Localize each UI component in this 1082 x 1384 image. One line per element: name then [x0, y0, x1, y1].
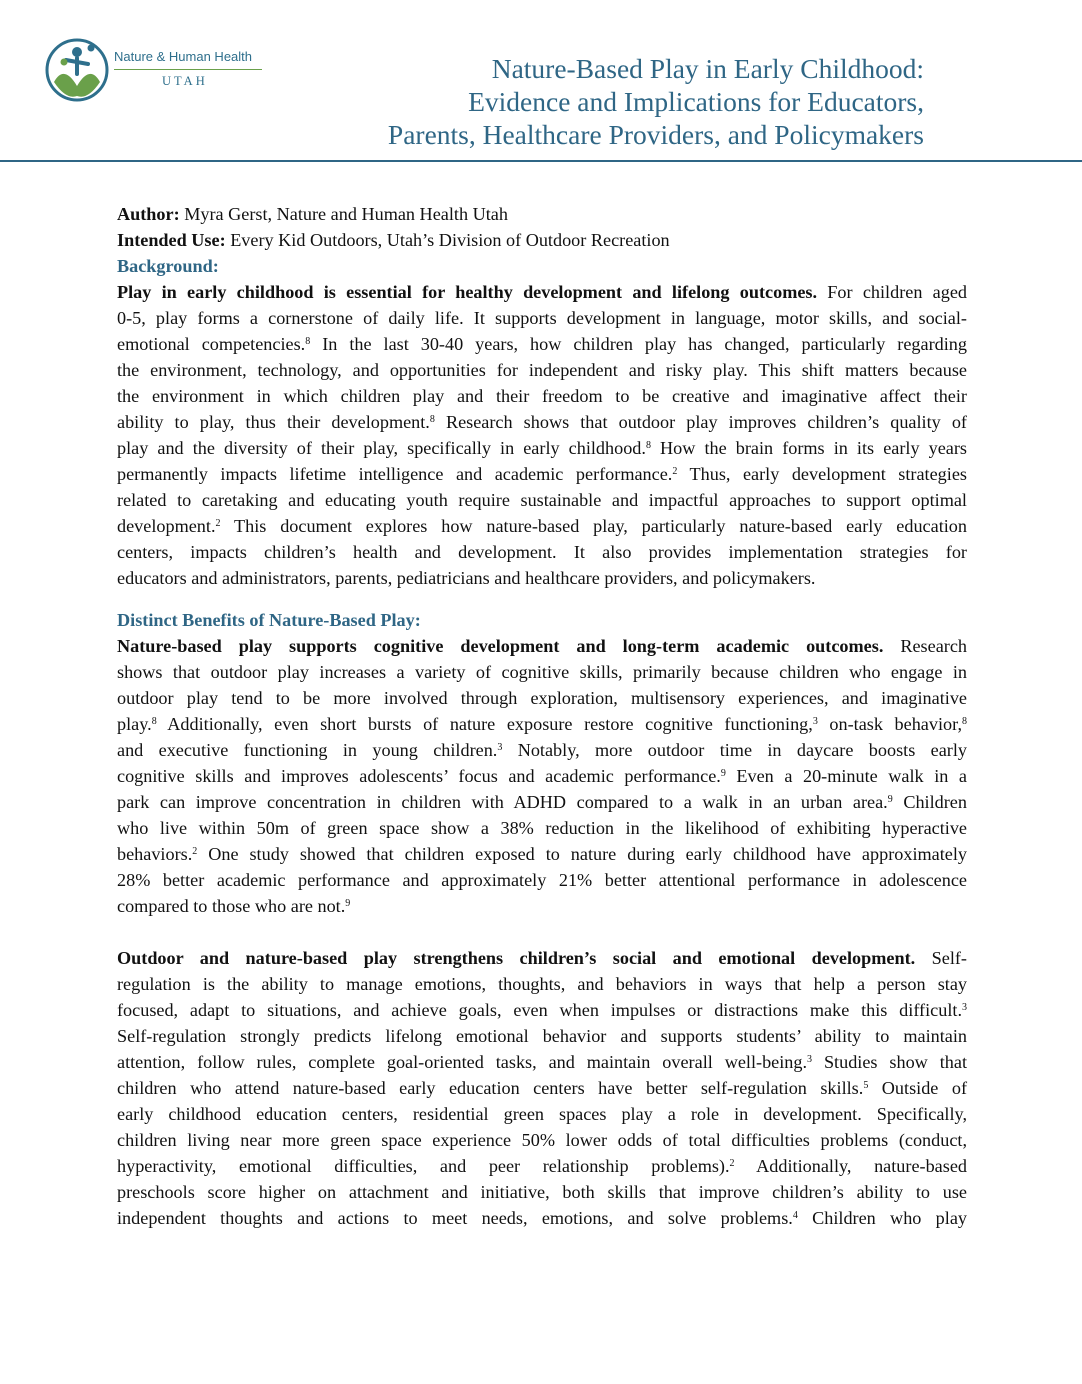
social-emotional-paragraph: Outdoor and nature-based play strengthens children’s social and emotional development. Self- regulation is the ability to manage emotions, thoughts, and behaviors in ways that help a person stay focused, adapt to situations, and achieve goals, even when impulses or distractions make this difficult.$^3$ Self-regulation strongly predicts lifelong emotional behavior and supports students’ ability to maintain attention, follow rules, complete goal-oriented tasks, and maintain overall well-being.$^3$ Studies show that children who attend nature-based early education centers have better self-regulation skills.$^5$ Outside of early childhood education centers, residential green spaces play a role in development. Specifically, children living near more green space experience 50% lower odds of total difficulties problems (conduct, hyperactivity, emotional difficulties, and peer relationship problems).$^2$ Additionally, nature-based preschools score higher on attachment and initiative, both skills that improve children’s ability to use independent thoughts and actions to meet needs, emotions, and solve problems.$^4$ Children who play	[117, 948, 967, 1228]
background-heading: Background:	[117, 256, 219, 276]
author-line	[117, 201, 967, 227]
author-value: Myra Gerst, Nature and Human Health Utah	[179, 204, 508, 224]
paragraph-gap	[117, 919, 967, 945]
cognitive-paragraph: Nature-based play supports cognitive development and long-term academic outcomes. Research shows that outdoor play increases a variety of cognitive skills, primarily because children who engage in outdoor play tend to be more involved through exploration, multisensory experiences, and imaginative play.$^8$ Additionally, even short bursts of nature exposure restore cognitive functioning,$^3$ on-task behavior,$^8$ and executive functioning in young children.$^3$ Notably, more outdoor time in daycare boosts early cognitive skills and improves adolescents’ focus and academic performance.$^9$ Even a 20-minute walk in a park can improve concentration in children with ADHD compared to a walk in an urban area.$^9$ Children who live within 50m of green space show a 38% reduction in the likelihood of exhibiting hyperactive behaviors.$^2$ One study showed that children exposed to nature during early childhood have approximately 28% better academic performance and approximately 21% better attentional performance in adolescence compared to those who are not.$^9$	[117, 636, 967, 916]
intended-use-value: Every Kid Outdoors, Utah’s Division of Outdoor Recreation	[225, 230, 670, 250]
document-body	[117, 201, 967, 1231]
page-header	[0, 0, 1082, 162]
header-divider	[0, 160, 1082, 162]
intended-use-line	[117, 227, 967, 253]
author-label: Author:	[117, 204, 180, 224]
logo-emblem-icon	[44, 34, 110, 104]
logo-text: Nature & Human Health	[114, 49, 253, 64]
title-line-1: Nature-Based Play in Early Childhood:	[491, 53, 924, 84]
page-title	[388, 52, 924, 151]
title-line-2: Evidence and Implications for Educators,	[468, 86, 924, 117]
logo-rule	[114, 69, 262, 70]
logo	[44, 34, 274, 108]
logo-subtext: UTAH	[162, 74, 208, 88]
background-paragraph: Play in early childhood is essential for healthy development and lifelong outcomes. For children aged 0-5, play forms a cornerstone of daily life. It supports development in language, motor skills, and social- emotional competencies.$^8$ In the last 30-40 years, how children play has changed, particularly regarding the environment, technology, and opportunities for independent and risky play. This shift matters because the environment in which children play and their freedom to be creative and imaginative affect their ability to play, thus their development.$^8$ Research shows that outdoor play improves children’s quality of play and the diversity of their play, specifically in early childhood.$^8$ How the brain forms in its early years permanently impacts lifetime intelligence and academic performance.$^2$ Thus, early development strategies related to caretaking and educating youth require sustainable and impactful approaches to support optimal development.$^2$ This document explores how nature-based play, particularly nature-based early education centers, impacts children’s health and development. It also provides implementation strategies for educators and administrators, parents, pediatricians and healthcare providers, and policymakers.	[117, 282, 968, 588]
benefits-heading: Distinct Benefits of Nature-Based Play:	[117, 610, 421, 630]
title-line-3: Parents, Healthcare Providers, and Policymakers	[387, 119, 924, 150]
intended-use-label: Intended Use:	[117, 230, 226, 250]
